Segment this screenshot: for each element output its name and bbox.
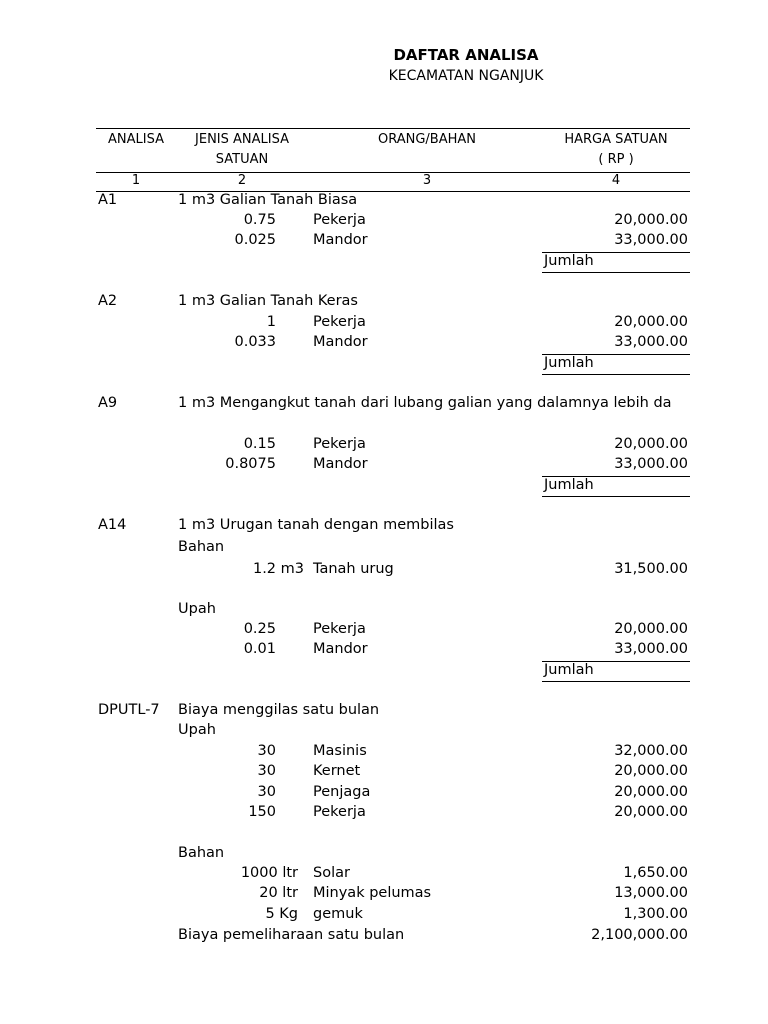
header-col-2: 2 bbox=[237, 173, 247, 188]
dputl7-bahan-1-name: Solar bbox=[313, 865, 350, 881]
a1-item-1-qty: 0.75 bbox=[243, 212, 276, 228]
page-subtitle: KECAMATAN NGANJUK bbox=[388, 68, 544, 84]
a1-jumlah-label: Jumlah bbox=[544, 253, 594, 269]
dputl7-bahan-3-qty: 5 Kg bbox=[265, 906, 298, 922]
dputl7-upah-1-name: Masinis bbox=[313, 743, 367, 759]
dputl7-description: Biaya menggilas satu bulan bbox=[178, 702, 380, 718]
header-col-1: 1 bbox=[131, 173, 141, 188]
dputl7-upah-3-name: Penjaga bbox=[313, 784, 371, 800]
page-title: DAFTAR ANALISA bbox=[393, 46, 539, 64]
dputl7-upah-4-name: Pekerja bbox=[313, 804, 366, 820]
dputl7-bahan-1-price: 1,650.00 bbox=[623, 865, 688, 881]
header-jenis-line2: SATUAN bbox=[215, 152, 269, 167]
dputl7-bahan-2-qty: 20 ltr bbox=[259, 885, 298, 901]
dputl7-upah-2-qty: 30 bbox=[257, 763, 276, 779]
header-harga-line1: HARGA SATUAN bbox=[564, 132, 668, 147]
a14-jumlah-label: Jumlah bbox=[544, 662, 594, 678]
a1-item-2-qty: 0.025 bbox=[234, 232, 276, 248]
dputl7-upah-4-qty: 150 bbox=[248, 804, 276, 820]
a2-item-2-price: 33,000.00 bbox=[614, 334, 688, 350]
header-harga-line2: ( RP ) bbox=[598, 152, 634, 167]
a2-item-2-qty: 0.033 bbox=[234, 334, 276, 350]
a14-upah-1-qty: 0.25 bbox=[243, 621, 276, 637]
a14-sum-rule-bottom bbox=[542, 681, 690, 682]
a9-item-1-name: Pekerja bbox=[313, 436, 366, 452]
dputl7-pemeliharaan-price: 2,100,000.00 bbox=[591, 927, 688, 943]
dputl7-upah-3-qty: 30 bbox=[257, 784, 276, 800]
a2-description: 1 m3 Galian Tanah Keras bbox=[178, 293, 358, 309]
a14-bahan-1-name: Tanah urug bbox=[313, 561, 394, 577]
a1-item-2-name: Mandor bbox=[313, 232, 368, 248]
a1-item-1-price: 20,000.00 bbox=[614, 212, 688, 228]
dputl7-pemeliharaan-label: Biaya pemeliharaan satu bulan bbox=[178, 927, 405, 943]
header-col-3: 3 bbox=[422, 173, 432, 188]
dputl7-upah-1-price: 32,000.00 bbox=[614, 743, 688, 759]
dputl7-bahan-3-name: gemuk bbox=[313, 906, 363, 922]
a1-item-2-price: 33,000.00 bbox=[614, 232, 688, 248]
a9-description: 1 m3 Mengangkut tanah dari lubang galian yang dalamnya lebih da bbox=[178, 395, 672, 411]
a1-sum-rule-bottom bbox=[542, 272, 690, 273]
a9-item-2-name: Mandor bbox=[313, 456, 368, 472]
a9-code: A9 bbox=[98, 395, 118, 411]
dputl7-upah-3-price: 20,000.00 bbox=[614, 784, 688, 800]
a1-description: 1 m3 Galian Tanah Biasa bbox=[178, 192, 358, 208]
a2-item-1-name: Pekerja bbox=[313, 314, 366, 330]
a9-item-1-price: 20,000.00 bbox=[614, 436, 688, 452]
a14-upah-2-name: Mandor bbox=[313, 641, 368, 657]
a14-code: A14 bbox=[98, 517, 127, 533]
dputl7-bahan-3-price: 1,300.00 bbox=[623, 906, 688, 922]
a14-upah-1-price: 20,000.00 bbox=[614, 621, 688, 637]
a14-bahan-label: Bahan bbox=[178, 539, 225, 555]
a14-upah-2-price: 33,000.00 bbox=[614, 641, 688, 657]
dputl7-bahan-2-name: Minyak pelumas bbox=[313, 885, 432, 901]
a14-upah-2-qty: 0.01 bbox=[243, 641, 276, 657]
dputl7-upah-1-qty: 30 bbox=[257, 743, 276, 759]
a14-bahan-1-qty: 1.2 m3 bbox=[252, 561, 304, 577]
a2-sum-rule-bottom bbox=[542, 374, 690, 375]
dputl7-bahan-2-price: 13,000.00 bbox=[614, 885, 688, 901]
header-orang: ORANG/BAHAN bbox=[377, 132, 476, 147]
dputl7-bahan-1-qty: 1000 ltr bbox=[240, 865, 298, 881]
dputl7-bahan-label: Bahan bbox=[178, 845, 225, 861]
a9-item-2-price: 33,000.00 bbox=[614, 456, 688, 472]
a2-jumlah-label: Jumlah bbox=[544, 355, 594, 371]
dputl7-upah-label: Upah bbox=[178, 722, 216, 738]
header-analisa: ANALISA bbox=[108, 132, 164, 147]
dputl7-upah-4-price: 20,000.00 bbox=[614, 804, 688, 820]
a14-bahan-1-price: 31,500.00 bbox=[614, 561, 688, 577]
header-top-rule bbox=[96, 128, 690, 129]
dputl7-upah-2-name: Kernet bbox=[313, 763, 361, 779]
a9-jumlah-label: Jumlah bbox=[544, 477, 594, 493]
dputl7-code: DPUTL-7 bbox=[98, 702, 160, 718]
a2-item-2-name: Mandor bbox=[313, 334, 368, 350]
a2-item-1-qty: 1 bbox=[266, 314, 276, 330]
a9-sum-rule-bottom bbox=[542, 496, 690, 497]
a2-code: A2 bbox=[98, 293, 118, 309]
a14-upah-1-name: Pekerja bbox=[313, 621, 366, 637]
a14-upah-label: Upah bbox=[178, 601, 216, 617]
a9-item-1-qty: 0.15 bbox=[243, 436, 276, 452]
a9-item-2-qty: 0.8075 bbox=[225, 456, 276, 472]
dputl7-upah-2-price: 20,000.00 bbox=[614, 763, 688, 779]
a14-description: 1 m3 Urugan tanah dengan membilas bbox=[178, 517, 454, 533]
header-jenis-line1: JENIS ANALISA bbox=[195, 132, 289, 147]
header-col-4: 4 bbox=[611, 173, 621, 188]
a1-code: A1 bbox=[98, 192, 118, 208]
a2-item-1-price: 20,000.00 bbox=[614, 314, 688, 330]
a1-item-1-name: Pekerja bbox=[313, 212, 366, 228]
